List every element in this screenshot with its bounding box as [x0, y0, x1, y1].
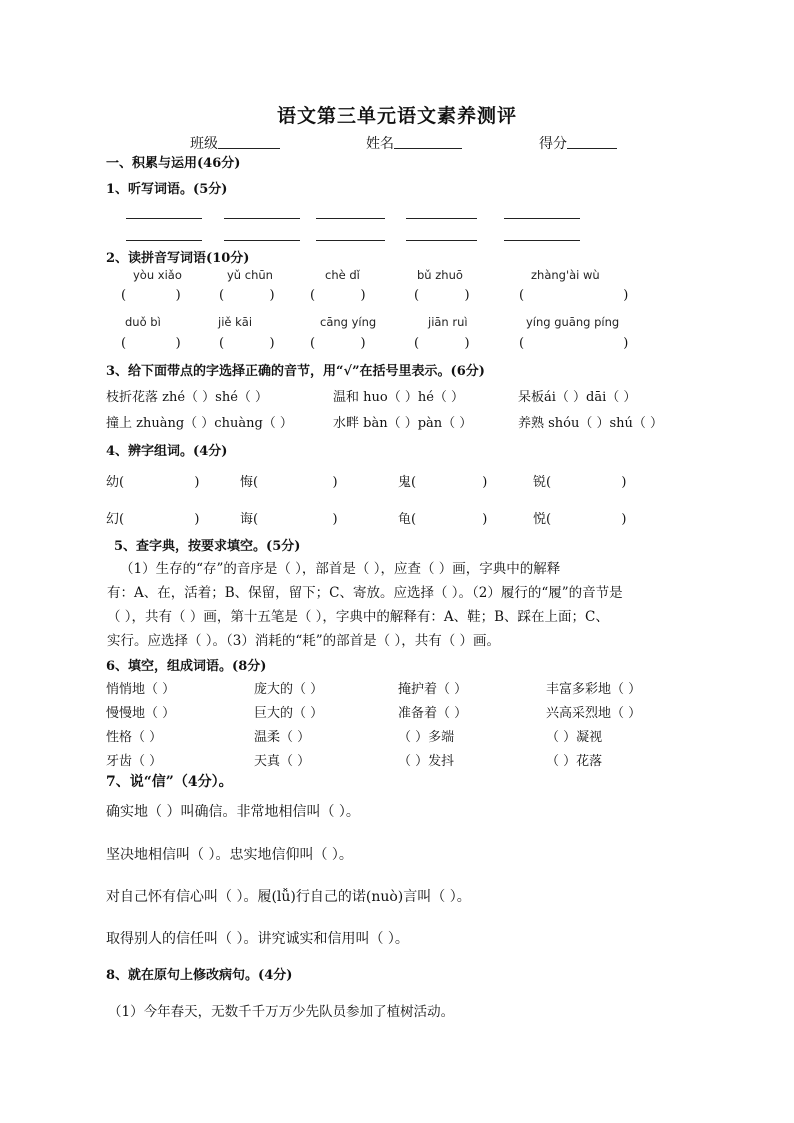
pinyin: yíng guāng píng	[526, 315, 620, 329]
dictation-blank[interactable]	[224, 218, 300, 219]
char-item[interactable]: 悔( )	[240, 475, 338, 490]
name-label: 姓名	[366, 136, 394, 152]
score-label: 得分	[539, 136, 567, 152]
pronunciation-item[interactable]: 温和 huo（ ）hé（ ）	[333, 390, 465, 405]
char-item[interactable]: 幼( )	[106, 475, 200, 490]
section-heading: 一、积累与运用(46分)	[106, 156, 241, 171]
pinyin: yòu xiǎo	[133, 268, 182, 282]
fill-item[interactable]: 庞大的（ ）	[254, 682, 324, 697]
page-title: 语文第三单元语文素养测评	[276, 105, 517, 127]
answer-bracket[interactable]: ( )	[121, 288, 181, 303]
xin-line[interactable]: 取得别人的信任叫（ ）。讲究诚实和信用叫（ ）。	[106, 931, 409, 947]
pronunciation-item[interactable]: 呆板ái（ ）dāi（ ）	[518, 390, 637, 405]
fill-item[interactable]: 巨大的（ ）	[254, 706, 324, 721]
answer-bracket[interactable]: ( )	[219, 336, 275, 351]
sentence-to-fix[interactable]: （1）今年春天，无数千千万万少先队员参加了植树活动。	[108, 1004, 455, 1020]
dictation-blank[interactable]	[406, 240, 477, 241]
fill-item[interactable]: （ ）花落	[546, 754, 603, 769]
question-8: 8、就在原句上修改病句。(4分)	[106, 968, 293, 983]
question-5: 5、查字典，按要求填空。(5分)	[114, 539, 301, 554]
xin-line[interactable]: 确实地（ ）叫确信。非常地相信叫（ ）。	[106, 804, 360, 820]
fill-item[interactable]: 温柔（ ）	[254, 730, 311, 745]
pinyin: jiān ruì	[428, 315, 468, 329]
score-blank[interactable]	[567, 148, 617, 149]
dictation-blank[interactable]	[406, 218, 477, 219]
fill-item[interactable]: 掩护着（ ）	[398, 682, 468, 697]
pinyin: zhàng'ài wù	[531, 268, 600, 282]
answer-bracket[interactable]: ( )	[519, 336, 629, 351]
pronunciation-item[interactable]: 养熟 shóu（ ）shú（ ）	[518, 416, 664, 431]
pinyin: duǒ bì	[125, 315, 161, 329]
dictation-blank[interactable]	[316, 240, 385, 241]
answer-bracket[interactable]: ( )	[219, 288, 275, 303]
pronunciation-item[interactable]: 水畔 bàn（ ）pàn（ ）	[333, 416, 473, 431]
answer-bracket[interactable]: ( )	[519, 288, 629, 303]
paragraph-line: （1）生存的“存”的音序是（ ），部首是（ ），应查（ ）画，字典中的解释	[120, 561, 561, 577]
xin-line[interactable]: 对自己怀有信心叫（ ）。履(lǚ)行自己的诺(nuò)言叫（ ）。	[106, 889, 471, 905]
answer-bracket[interactable]: ( )	[310, 288, 366, 303]
answer-bracket[interactable]: ( )	[310, 336, 366, 351]
paragraph-line: 有：A、在，活着；B、保留，留下；C、寄放。应选择（ ）。（2）履行的“履”的音节是	[107, 585, 623, 601]
pinyin: bǔ zhuō	[417, 268, 463, 282]
fill-item[interactable]: 兴高采烈地（ ）	[546, 706, 642, 721]
question-3: 3、给下面带点的字选择正确的音节，用“√”在括号里表示。(6分)	[106, 364, 485, 379]
char-item[interactable]: 幻( )	[106, 512, 200, 527]
dictation-blank[interactable]	[126, 218, 202, 219]
pinyin: cāng yíng	[320, 315, 377, 329]
fill-item[interactable]: （ ）发抖	[398, 754, 455, 769]
xin-line[interactable]: 坚决地相信叫（ ）。忠实地信仰叫（ ）。	[106, 847, 353, 863]
dictation-blank[interactable]	[126, 240, 202, 241]
char-item[interactable]: 悦( )	[533, 512, 627, 527]
class-blank[interactable]	[218, 148, 280, 149]
fill-item[interactable]: 丰富多彩地（ ）	[546, 682, 642, 697]
char-item[interactable]: 诲( )	[240, 512, 338, 527]
question-4: 4、辨字组词。(4分)	[106, 444, 228, 459]
fill-item[interactable]: 天真（ ）	[254, 754, 311, 769]
fill-item[interactable]: 慢慢地（ ）	[106, 706, 176, 721]
dictation-blank[interactable]	[224, 240, 300, 241]
fill-item[interactable]: 悄悄地（ ）	[106, 682, 176, 697]
fill-item[interactable]: 准备着（ ）	[398, 706, 468, 721]
char-item[interactable]: 锐( )	[533, 475, 627, 490]
fill-item[interactable]: （ ）多端	[398, 730, 455, 745]
question-1: 1、听写词语。(5分)	[106, 182, 228, 197]
fill-item[interactable]: 牙齿（ ）	[106, 754, 163, 769]
class-label: 班级	[190, 136, 218, 152]
char-item[interactable]: 龟( )	[398, 512, 488, 527]
pronunciation-item[interactable]: 撞上 zhuàng（ ）chuàng（ ）	[106, 416, 293, 431]
question-2: 2、读拼音写词语(10分)	[106, 251, 250, 266]
dictation-blank[interactable]	[316, 218, 385, 219]
answer-bracket[interactable]: ( )	[414, 336, 470, 351]
question-7: 7、说“信”（4分）。	[106, 774, 233, 790]
dictation-blank[interactable]	[504, 218, 580, 219]
pinyin: yǔ chūn	[227, 268, 273, 282]
dictation-blank[interactable]	[504, 240, 580, 241]
pinyin: jiě kāi	[218, 315, 253, 329]
char-item[interactable]: 鬼( )	[398, 475, 488, 490]
name-blank[interactable]	[394, 148, 462, 149]
paragraph-line: 实行。应选择（ ）。（3）消耗的“耗”的部首是（ ），共有（ ）画。	[107, 633, 501, 649]
paragraph-line: （ ），共有（ ）画，第十五笔是（ ），字典中的解释有：A、鞋；B、踩在上面；C、	[107, 609, 609, 625]
answer-bracket[interactable]: ( )	[414, 288, 470, 303]
fill-item[interactable]: 性格（ ）	[106, 730, 163, 745]
answer-bracket[interactable]: ( )	[121, 336, 181, 351]
pinyin: chè dǐ	[325, 268, 360, 282]
pronunciation-item[interactable]: 枝折花落 zhé（ ）shé（ ）	[106, 390, 269, 405]
fill-item[interactable]: （ ）凝视	[546, 730, 603, 745]
question-6: 6、填空，组成词语。(8分)	[106, 659, 267, 674]
